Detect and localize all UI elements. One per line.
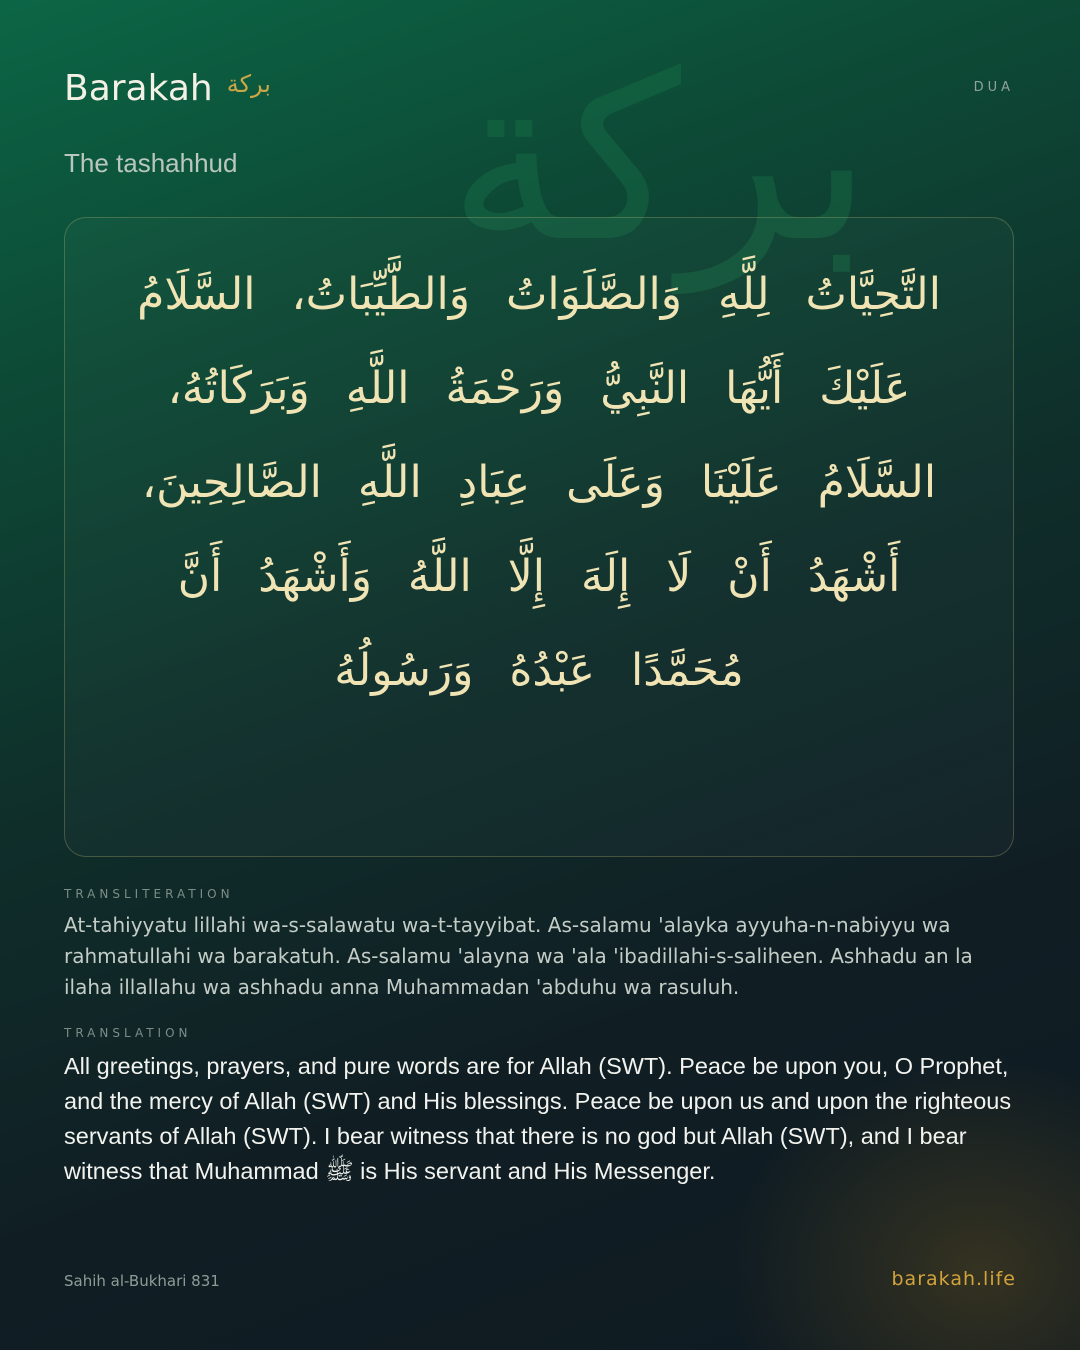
arabic-dua-card — [64, 217, 1014, 857]
transliteration-label: TRANSLITERATION — [64, 887, 234, 901]
arabic-dua-text: التَّحِيَّاتُ لِلَّهِ وَالصَّلَوَاتُ وَالطَّيِّبَاتُ، السَّلَامُ عَلَيْكَ أَيُّهَا النَّبِيُّ وَرَحْمَةُ اللَّهِ وَبَرَكَاتُهُ، السَّلَامُ عَلَيْنَا وَعَلَى عِبَادِ اللَّهِ الصَّالِحِينَ، أَشْهَدُ أَنْ لَا إِلَهَ إِلَّا اللَّهُ وَأَشْهَدُ أَنَّ مُحَمَّدًا عَبْدُهُ وَرَسُولُهُ — [137, 269, 941, 696]
brand-logo — [64, 66, 271, 112]
brand-watermark: بركة — [448, 26, 872, 293]
page-title: The tashahhud — [64, 148, 238, 178]
brand-arabic-name: بركة — [226, 70, 271, 98]
hadith-source: Sahih al-Bukhari 831 — [64, 1272, 220, 1290]
website-link[interactable]: barakah.life — [891, 1268, 1016, 1290]
brand-name: Barakah — [64, 68, 213, 109]
translation-label: TRANSLATION — [64, 1026, 192, 1040]
translation-text: All greetings, prayers, and pure words are for Allah (SWT). Peace be upon you, O Prophet, and the mercy of Allah (SWT) and His blessings. Peace be upon us and upon the righteous servants of Allah (SWT). I bear witness that there is no god but Allah (SWT), and I bear witness that Muhammad ﷺ is His servant and His Messenger. — [64, 1053, 1012, 1184]
category-label: DUA — [973, 80, 1014, 95]
transliteration-text: At-tahiyyatu lillahi wa-s-salawatu wa-t-tayyibat. As-salamu 'alayka ayyuha-n-nabiyyu wa rahmatullahi wa barakatuh. As-salamu 'alayna wa 'ala 'ibadillahi-s-saliheen. Ashhadu an la ilaha illallahu wa ashhadu anna Muhammadan 'abduhu wa rasuluh. — [64, 913, 973, 999]
